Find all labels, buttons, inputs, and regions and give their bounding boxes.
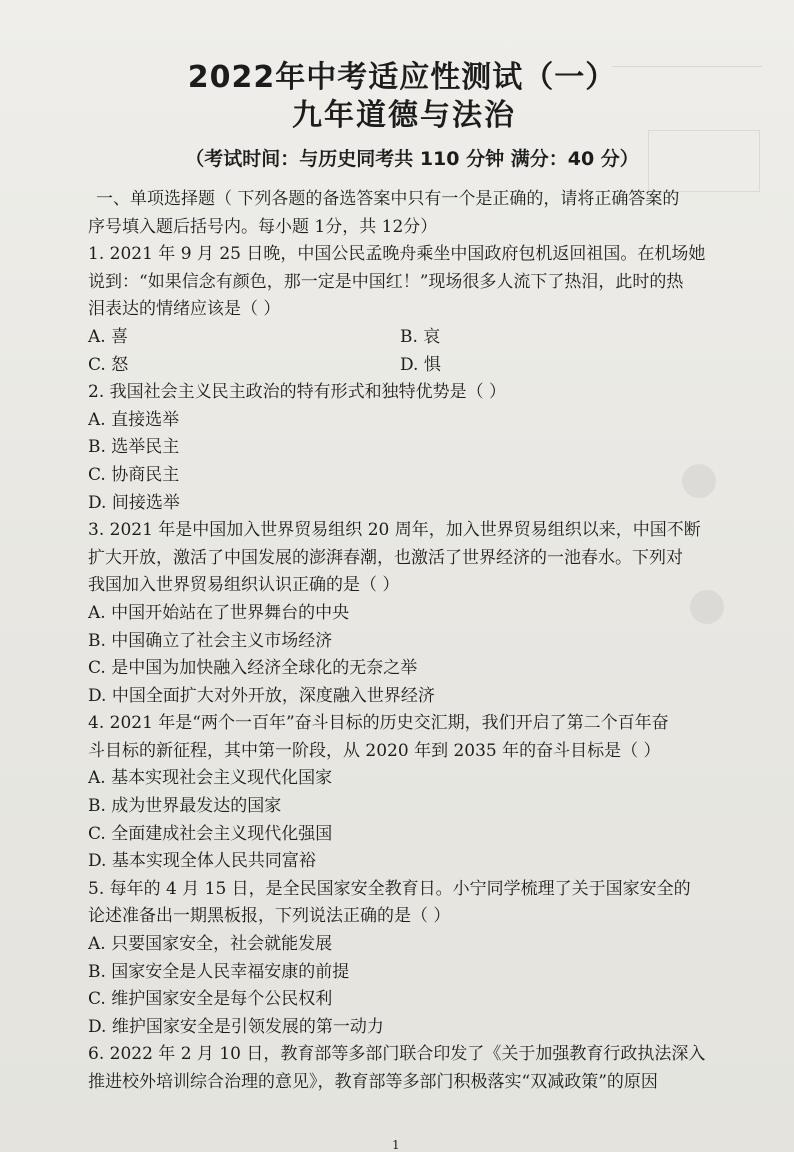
option-row — [88, 324, 728, 352]
question-4 — [88, 710, 728, 876]
page-number: 1 — [392, 1138, 400, 1152]
option-d: D. 维护国家安全是引领发展的第一动力 — [88, 1016, 384, 1037]
question-stem: 泪表达的情绪应该是（ ） — [88, 299, 281, 320]
question-stem: 推进校外培训综合治理的意见》，教育部等多部门积极落实“双减政策”的原因 — [88, 1072, 658, 1092]
option-d: D. 中国全面扩大对外开放，深度融入世界经济 — [88, 685, 435, 706]
option-c: C. 维护国家安全是每个公民权利 — [88, 989, 333, 1010]
exam-info: （考试时间：与历史同考共 110 分钟 满分：40 分） — [185, 148, 639, 170]
option-a: A. 中国开始站在了世界舞台的中央 — [88, 602, 350, 623]
question-stem: 3. 2021 年是中国加入世界贸易组织 20 周年，加入世界贸易组织以来，中国不断 — [88, 520, 701, 541]
option-a: A. 只要国家安全，社会就能发展 — [88, 934, 333, 955]
option-a: A. 喜 — [88, 326, 129, 347]
question-stem: 1. 2021 年 9 月 25 日晚，中国公民孟晚舟乘坐中国政府包机返回祖国。在机场她 — [88, 244, 706, 265]
option-b: B. 哀 — [400, 326, 441, 347]
question-1 — [88, 241, 728, 379]
section-heading: 序号填入题后括号内。每小题 1分，共 12分） — [88, 216, 438, 237]
option-c: C. 全面建成社会主义现代化强国 — [88, 823, 333, 844]
question-stem: 5. 每年的 4 月 15 日，是全民国家安全教育日。小宁同学梳理了关于国家安全的 — [88, 878, 691, 899]
option-b: B. 中国确立了社会主义市场经济 — [88, 630, 333, 651]
question-stem: 我国加入世界贸易组织认识正确的是（ ） — [88, 575, 400, 596]
question-stem: 扩大开放，激活了中国发展的澎湃春潮，也激活了世界经济的一池春水。下列对 — [88, 547, 683, 568]
question-stem: 说到：“如果信念有颜色，那一定是中国红！”现场很多人流下了热泪，此时的热 — [88, 271, 684, 292]
option-d: D. 基本实现全体人民共同富裕 — [88, 851, 316, 872]
option-c: C. 协商民主 — [88, 464, 180, 485]
question-2 — [88, 379, 728, 517]
option-b: B. 国家安全是人民幸福安康的前提 — [88, 961, 350, 982]
question-stem: 4. 2021 年是“两个一百年”奋斗目标的历史交汇期，我们开启了第二个百年奋 — [88, 713, 669, 734]
exam-title: 2022年中考适应性测试（一） — [187, 60, 617, 95]
option-a: A. 直接选举 — [88, 409, 180, 430]
question-3 — [88, 517, 728, 710]
question-5 — [88, 876, 728, 1042]
section-heading: 一、单项选择题（ 下列各题的备选答案中只有一个是正确的，请将正确答案的 — [96, 189, 680, 209]
option-b: B. 选举民主 — [88, 437, 180, 458]
question-stem: 斗目标的新征程，其中第一阶段，从 2020 年到 2035 年的奋斗目标是（ ） — [88, 740, 661, 761]
option-d: D. 惧 — [400, 354, 441, 375]
question-stem: 6. 2022 年 2 月 10 日，教育部等多部门联合印发了《关于加强教育行政执法深入 — [88, 1044, 706, 1065]
exam-body — [88, 186, 728, 1097]
option-row — [88, 352, 728, 380]
option-d: D. 间接选举 — [88, 492, 180, 513]
option-c: C. 怒 — [88, 354, 129, 375]
option-c: C. 是中国为加快融入经济全球化的无奈之举 — [88, 658, 418, 679]
question-stem: 论述准备出一期黑板报，下列说法正确的是（ ） — [88, 906, 451, 927]
option-a: A. 基本实现社会主义现代化国家 — [88, 768, 333, 789]
exam-subject: 九年道德与法治 — [292, 98, 516, 133]
option-b: B. 成为世界最发达的国家 — [88, 796, 282, 817]
question-6 — [88, 1041, 728, 1096]
question-stem: 2. 我国社会主义民主政治的特有形式和独特优势是（ ） — [88, 382, 507, 403]
